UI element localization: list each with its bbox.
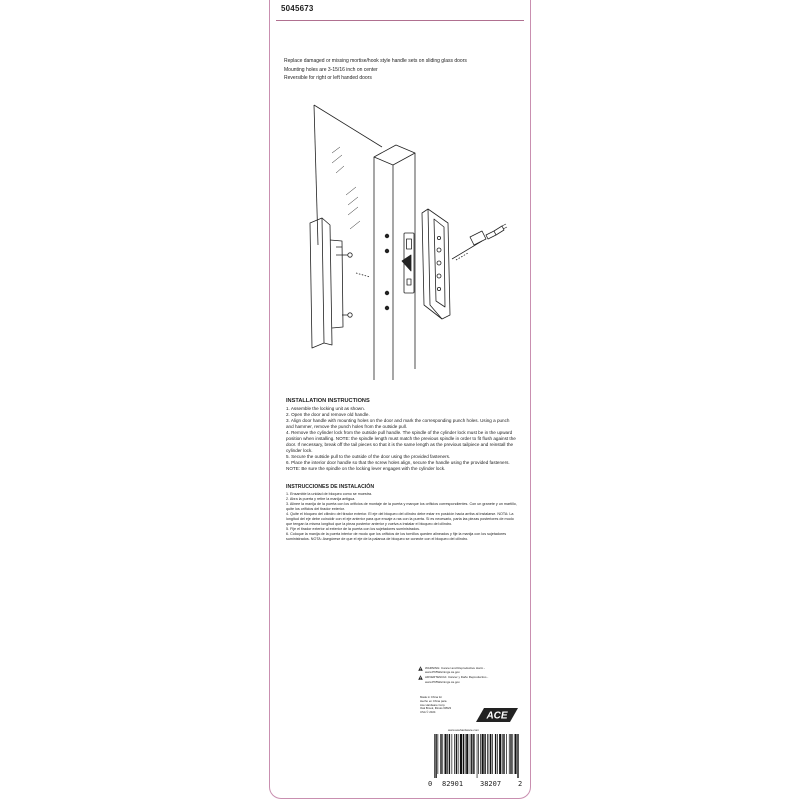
- barcode-bar: [460, 734, 462, 774]
- barcode-bar: [499, 734, 501, 774]
- barcode-bar: [490, 734, 491, 774]
- instruction-step: 1. Ensamble la unidad de bloqueo como se muestra.: [286, 491, 373, 496]
- installation-instructions-english: [286, 398, 518, 472]
- barcode-bar: [477, 734, 478, 778]
- manufacturer-line: Oak Brook, Illinois 60523: [420, 706, 452, 711]
- barcode-bar: [456, 734, 457, 774]
- barcode-bar: [458, 734, 459, 774]
- barcode-bar: [447, 734, 448, 774]
- barcode-bar: [454, 734, 455, 774]
- barcode-bar: [487, 734, 488, 774]
- instruction-step: 3. Alinee la manija de la puerta con los orificios de montaje de la puerta y marque los orificios correspondientes. Con un granete y un martillo, quite los orificios del tirador exterior.: [286, 501, 517, 511]
- instruction-step: 1. Assemble the locking unit as shown.: [286, 406, 365, 411]
- package-card: [269, 0, 531, 799]
- barcode-bar: [512, 734, 513, 774]
- instruction-step: 3. Align door handle with mounting holes on the door and mark the corresponding punch holes. Using a punch and hammer, remove the punch holes from the outside pull.: [286, 418, 510, 429]
- door-stile: [374, 145, 415, 380]
- manufacturer-info: [420, 696, 472, 715]
- warning-spanish: [418, 675, 520, 683]
- barcode-bar: [442, 734, 443, 774]
- glass-panel: [314, 105, 382, 245]
- warning-triangle-icon: [418, 666, 423, 671]
- instructions-title-spanish: INSTRUCCIONES DE INSTALACIÓN: [286, 484, 375, 490]
- barcode-digit: 82901: [442, 780, 464, 788]
- barcode-bar: [495, 734, 496, 774]
- barcode-bar: [480, 734, 481, 774]
- warning-triangle-icon: [418, 675, 423, 680]
- installation-illustration: [270, 95, 531, 385]
- barcode-bar: [478, 734, 479, 774]
- prop65-warning: [418, 666, 520, 685]
- barcode-digit: 38207: [480, 780, 502, 788]
- manufacturer-line: USA © 2024: [420, 710, 436, 715]
- barcode-bar: [503, 734, 504, 774]
- barcode-bar: [434, 734, 435, 778]
- barcode-bar: [509, 734, 510, 774]
- website-url: www.acehardware.com: [448, 728, 480, 732]
- barcode-bar: [445, 734, 447, 774]
- barcode-bar: [482, 734, 484, 774]
- barcode-bar: [517, 734, 518, 778]
- interior-handle: [310, 218, 370, 348]
- barcode-bar: [473, 734, 474, 774]
- feature-list: [284, 57, 520, 83]
- manufacturer-line: Made in China for: [420, 695, 443, 699]
- instruction-step: 4. Quite el bloqueo del cilindro del tirador exterior. El eje del bloqueo del cilindro debe estar en posición hacia arriba al instalarse. NOTA: La longitud del eje debe coincidir con el eje anterior para que encaje a ras con la puerta. Si es necesario, parta las piezas posteriores de modo que tengan la misma longitud que la pieza posterior anterior y vuelva a instalar el bloqueo del cilindro.: [286, 511, 514, 526]
- ace-logo-text: ACE: [486, 710, 508, 722]
- instruction-step: 2. Abra la puerta y retire la manija antigua.: [286, 496, 356, 501]
- barcode-bar: [466, 734, 468, 774]
- instructions-title: INSTALLATION INSTRUCTIONS: [286, 398, 370, 404]
- header-divider: [276, 20, 524, 21]
- barcode-bar: [502, 734, 503, 774]
- barcode-bar: [471, 734, 472, 774]
- barcode-bar: [463, 734, 464, 774]
- instruction-step: 6. Place the interior door handle so that the screw holes align, secure the handle using the provided fasteners. NOTE: Be sure the spindle on the locking lever engages with the cylinder lock.: [286, 460, 510, 471]
- cylinder-lock: [452, 224, 507, 260]
- feature-item: Reversible for right or left handed doors: [284, 75, 372, 81]
- instruction-step: 2. Open the door and remove old handle.: [286, 412, 370, 417]
- instruction-step: 5. Fije el tirador exterior al exterior de la puerta con los sujetadores suministrados.: [286, 526, 421, 531]
- feature-item: Mounting holes are 3-15/16 inch on center: [284, 66, 378, 73]
- barcode-bar: [435, 734, 436, 778]
- manufacturer-line: Hecho en China para: [420, 698, 447, 703]
- exterior-pull: [422, 209, 450, 319]
- warning-text-spanish: ADVERTENCIA: Cáncer y Daño Reproductivo - www.P65Warnings.ca.gov: [425, 675, 489, 684]
- barcode-bar: [465, 734, 466, 774]
- manufacturer-line: Ace Hardware Corp.: [420, 702, 446, 707]
- feature-item: Replace damaged or missing mortise/hook style handle sets on sliding glass doors: [284, 58, 467, 64]
- installation-instructions-spanish: [286, 484, 518, 542]
- barcode-bar: [484, 734, 485, 774]
- barcode-bar: [470, 734, 471, 774]
- warning-english: [418, 666, 520, 674]
- barcode-bar: [497, 734, 498, 774]
- barcode-bar: [438, 734, 439, 774]
- barcode-bar: [489, 734, 490, 774]
- barcode-bar: [506, 734, 507, 774]
- instruction-step: 4. Remove the cylinder lock from the outside pull handle. The spindle of the cylinder lock must be in the upward position when installing. NOTE: the spindle length must match the previous spindle in order to fit flush against the door. If necessary, break off the tail pieces so that it is the same length as the previous tailpiece and reinstall the cylinder lock.: [286, 430, 516, 453]
- barcode-bar: [449, 734, 450, 774]
- instruction-step: 6. Coloque la manija de la puerta interior de modo que los orificios de los tornillos queden alineados y fije la manija con los sujetadores suministrados. NOTA: Asegúrese de que el eje de la palanca de bloqueo se conecte con el bloqueo del cilindro.: [286, 531, 507, 541]
- barcode-bar: [510, 734, 511, 774]
- barcode-bar: [440, 734, 441, 774]
- barcode-digit: 2: [518, 780, 523, 788]
- instruction-step: 5. Secure the outside pull to the outside of the door using the provided fasteners.: [286, 454, 451, 459]
- barcode-bar: [492, 734, 493, 774]
- ace-logo: [474, 706, 520, 724]
- barcode-digit: 0: [428, 780, 433, 788]
- barcode-bar: [452, 734, 453, 774]
- upc-barcode: [428, 734, 524, 790]
- barcode-bar: [515, 734, 517, 774]
- barcode-bars: [432, 734, 520, 778]
- sku-number: 5045673: [281, 4, 314, 13]
- warning-text: WARNING: Cancer and Reproductive Harm - www.P65Warnings.ca.gov: [425, 666, 486, 675]
